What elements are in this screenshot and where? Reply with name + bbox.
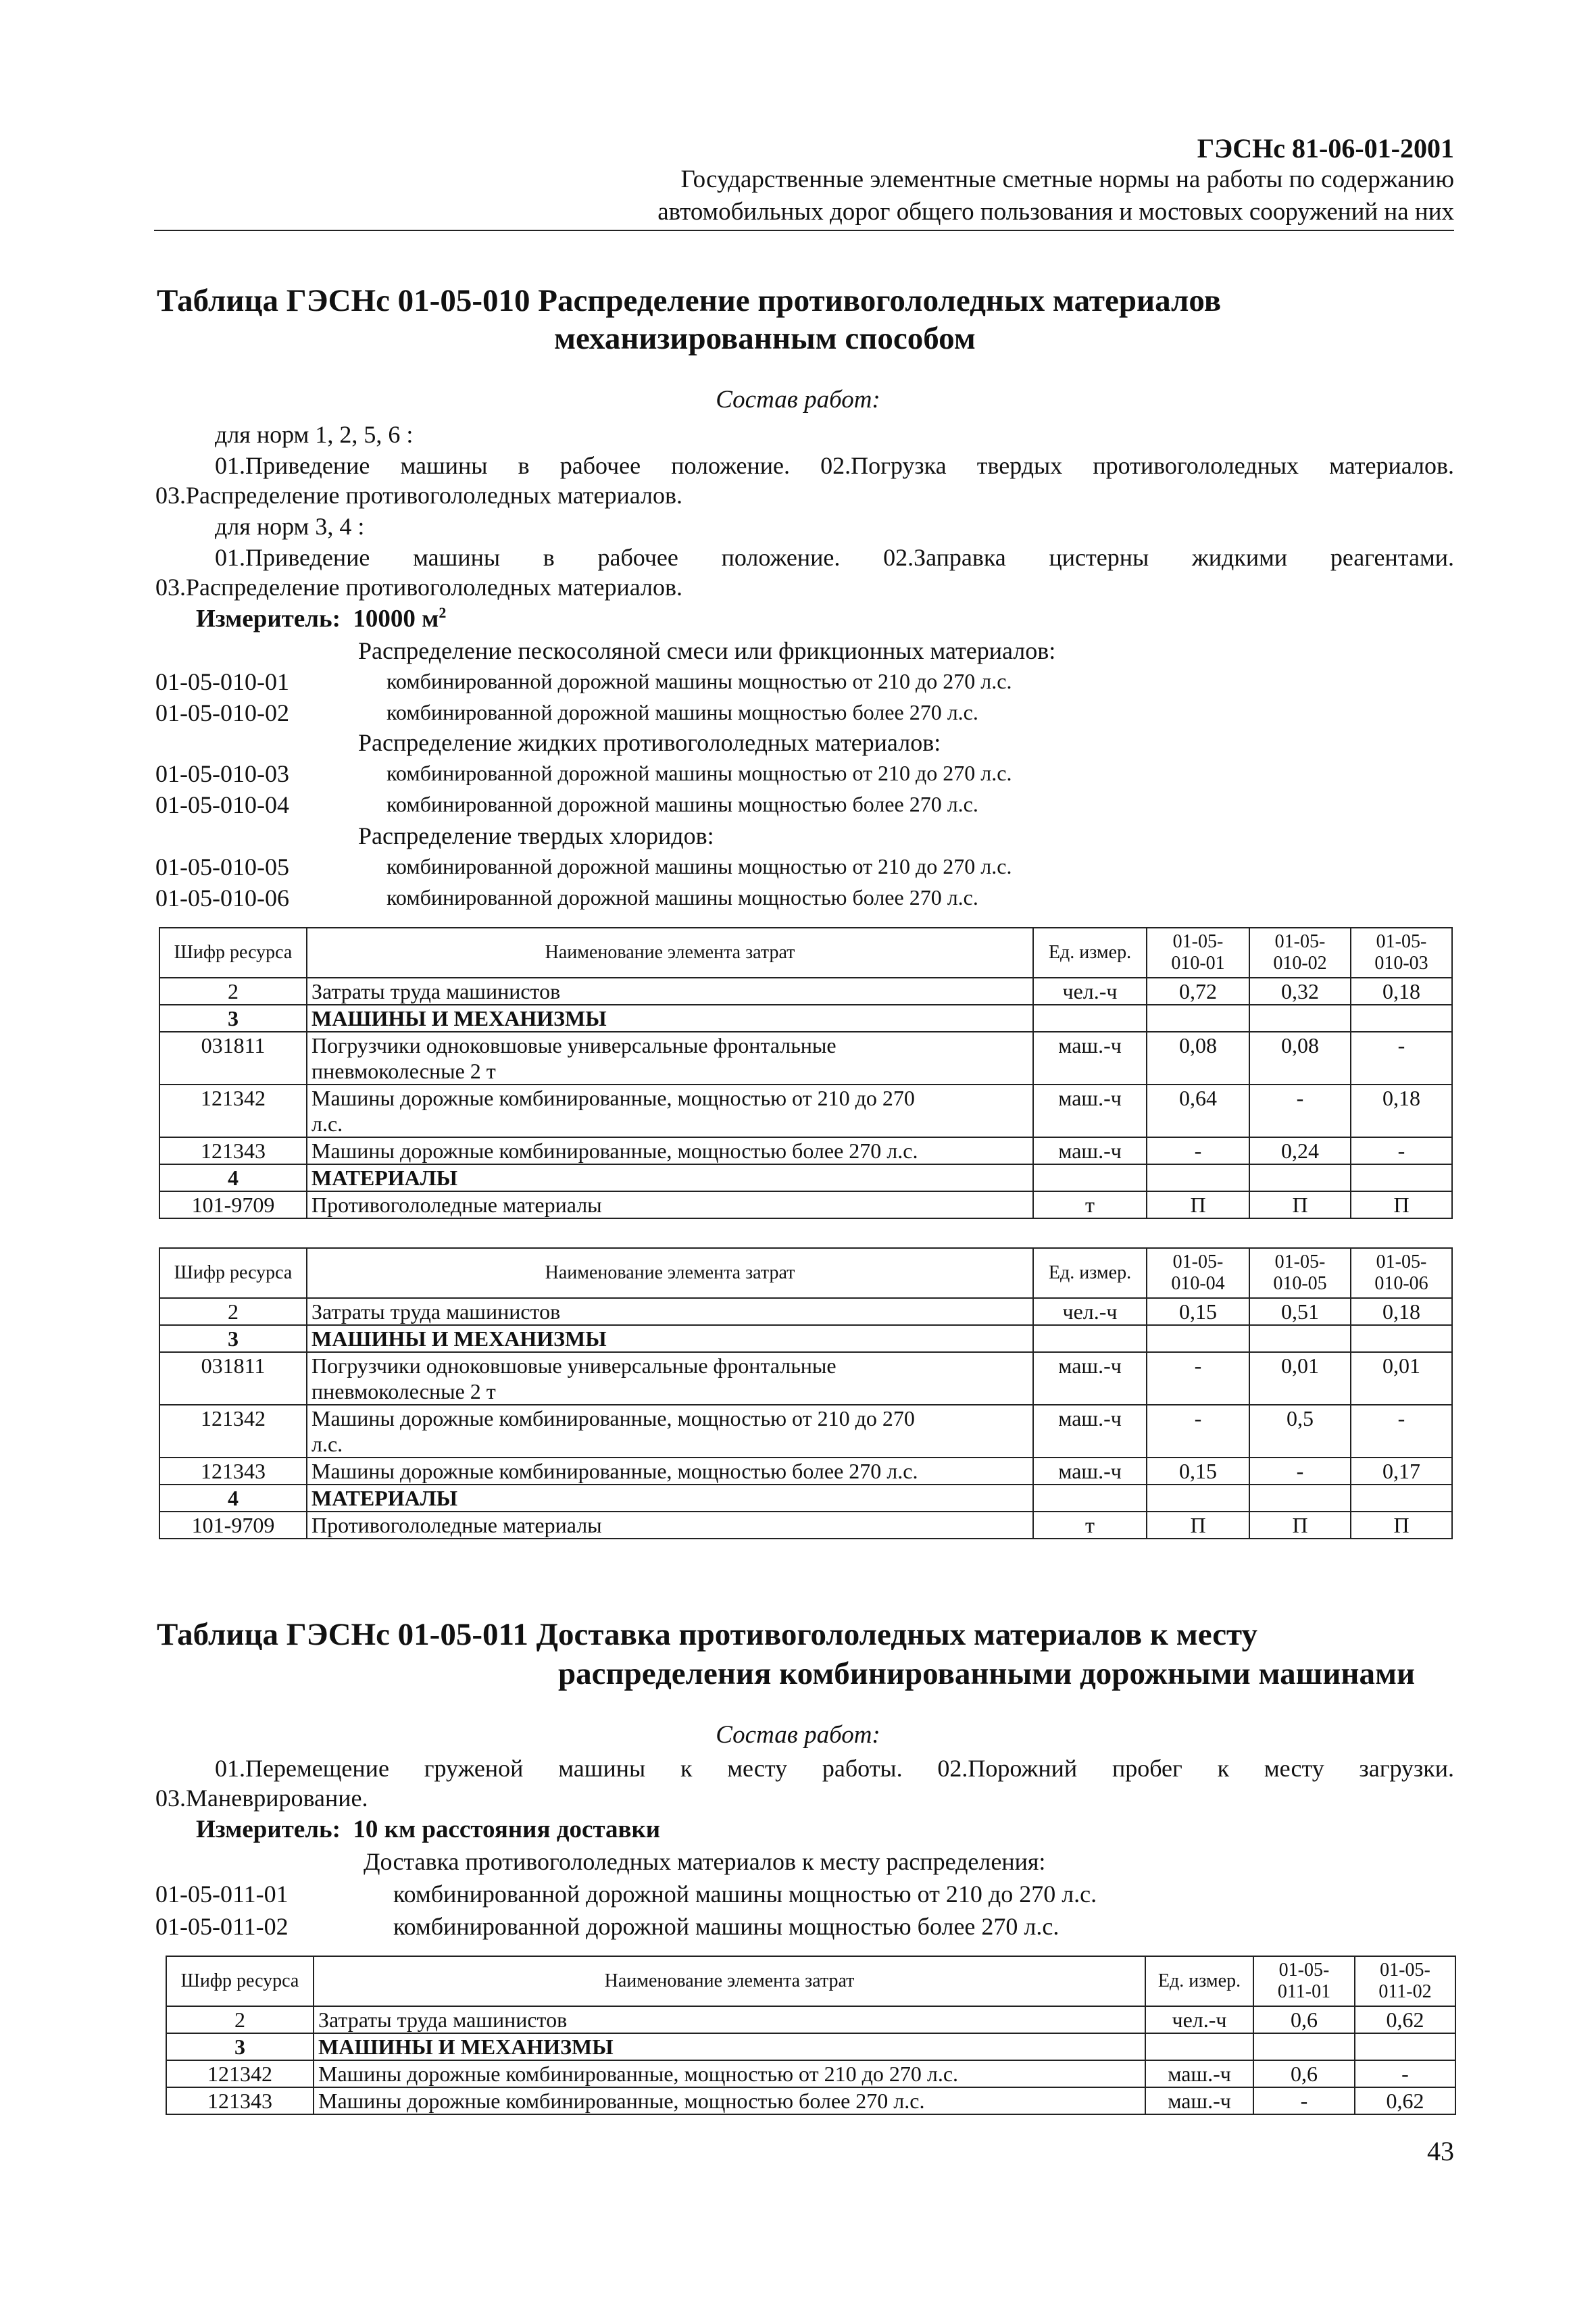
page-number: 43 bbox=[1427, 2136, 1454, 2166]
table-row: 121343 Машины дорожные комбинированные, мощностью более 270 л.с. маш.-ч - 0,24 - bbox=[159, 1137, 1452, 1164]
header-norm-col: 01-05- 011-02 bbox=[1355, 1956, 1455, 2006]
meter-label: Измеритель: bbox=[196, 1816, 341, 1843]
table1-work-b-line1: 01.Приведение машины в рабочее положение. 02.Заправка цистерны жидкими реагентами. bbox=[215, 544, 1454, 571]
header-norm-col: 01-05- 010-02 bbox=[1249, 928, 1351, 978]
table-row: 2 Затраты труда машинистов чел.-ч 0,15 0,51 0,18 bbox=[159, 1298, 1452, 1325]
document-code: ГЭСНс 81-06-01-2001 bbox=[1197, 133, 1454, 164]
table-row: 121342 Машины дорожные комбинированные, мощностью от 210 до 270 л.с. маш.-ч 0,6 - bbox=[166, 2060, 1455, 2087]
table2-meter bbox=[196, 1815, 660, 1844]
norm-desc: комбинированной дорожной машины мощностью от 210 до 270 л.с. bbox=[386, 761, 1012, 785]
norm-code: 01-05-011-02 bbox=[155, 1913, 289, 1940]
norm-code: 01-05-010-01 bbox=[155, 668, 289, 695]
table-row: 2 Затраты труда машинистов чел.-ч 0,72 0,32 0,18 bbox=[159, 978, 1452, 1005]
header-norm-col: 01-05- 010-06 bbox=[1351, 1248, 1452, 1298]
norm-desc: комбинированной дорожной машины мощностью от 210 до 270 л.с. bbox=[393, 1881, 1097, 1908]
table1-work-b-line2: 03.Распределение противогололедных материалов. bbox=[155, 574, 682, 601]
resource-table-2 bbox=[159, 1247, 1453, 1539]
table-row: 2 Затраты труда машинистов чел.-ч 0,6 0,62 bbox=[166, 2006, 1455, 2033]
table-section-row: 3 МАШИНЫ И МЕХАНИЗМЫ bbox=[166, 2033, 1455, 2060]
norm-code: 01-05-010-04 bbox=[155, 791, 289, 818]
header-cipher: Шифр ресурса bbox=[159, 1248, 307, 1298]
norm-code: 01-05-011-01 bbox=[155, 1881, 289, 1908]
header-norm-col: 01-05- 010-01 bbox=[1147, 928, 1249, 978]
table-section-row: 4 МАТЕРИАЛЫ bbox=[159, 1164, 1452, 1191]
norm-desc: комбинированной дорожной машины мощностью более 270 л.с. bbox=[386, 792, 978, 816]
table2-work-label: Состав работ: bbox=[716, 1721, 880, 1749]
table2-work-line1: 01.Перемещение груженой машины к месту работы. 02.Порожний пробег к месту загрузки. bbox=[215, 1755, 1454, 1782]
table-row: 121343 Машины дорожные комбинированные, мощностью более 270 л.с. маш.-ч 0,15 - 0,17 bbox=[159, 1458, 1452, 1485]
norm-desc: комбинированной дорожной машины мощностью более 270 л.с. bbox=[386, 700, 978, 724]
table-section-row: 4 МАТЕРИАЛЫ bbox=[159, 1485, 1452, 1512]
table-section-row: 3 МАШИНЫ И МЕХАНИЗМЫ bbox=[159, 1005, 1452, 1032]
table1-meter bbox=[196, 604, 446, 633]
header-unit: Ед. измер. bbox=[1145, 1956, 1253, 2006]
header-norm-col: 01-05- 010-03 bbox=[1351, 928, 1452, 978]
norm-code: 01-05-010-02 bbox=[155, 699, 289, 726]
norm-desc: комбинированной дорожной машины мощностью более 270 л.с. bbox=[386, 885, 978, 910]
norm-code: 01-05-010-03 bbox=[155, 760, 289, 787]
table1-work-label: Состав работ: bbox=[716, 386, 880, 414]
table1-title-line2: механизированным способом bbox=[554, 321, 976, 356]
header-unit: Ед. измер. bbox=[1033, 928, 1147, 978]
table-row: 031811 Погрузчики одноковшовые универсальные фронтальные пневмоколесные 2 т маш.-ч - 0,01 0,01 bbox=[159, 1352, 1452, 1405]
table-row: 121342 Машины дорожные комбинированные, мощностью от 210 до 270 л.с. маш.-ч 0,64 - 0,18 bbox=[159, 1085, 1452, 1137]
table-row: 121343 Машины дорожные комбинированные, мощностью более 270 л.с. маш.-ч - 0,62 bbox=[166, 2087, 1455, 2114]
header-name: Наименование элемента затрат bbox=[307, 1248, 1033, 1298]
table1-title-line1: Таблица ГЭСНс 01-05-010 Распределение противогололедных материалов bbox=[157, 283, 1222, 318]
table-section-row: 3 МАШИНЫ И МЕХАНИЗМЫ bbox=[159, 1325, 1452, 1352]
table-header-row bbox=[159, 928, 1452, 978]
table-row: 101-9709 Противогололедные материалы т П П П bbox=[159, 1512, 1452, 1539]
resource-table-1 bbox=[159, 927, 1453, 1219]
norm-code: 01-05-010-05 bbox=[155, 853, 289, 880]
resource-table-3 bbox=[166, 1956, 1456, 2115]
table2-title-line1: Таблица ГЭСНс 01-05-011 Доставка противогололедных материалов к месту bbox=[157, 1617, 1258, 1652]
header-unit: Ед. измер. bbox=[1033, 1248, 1147, 1298]
header-line-1: Государственные элементные сметные нормы на работы по содержанию bbox=[680, 166, 1454, 193]
header-divider bbox=[154, 230, 1454, 231]
meter-label: Измеритель: bbox=[196, 605, 341, 633]
header-line-2: автомобильных дорог общего пользования и мостовых сооружений на них bbox=[657, 198, 1454, 226]
group-delivery: Доставка противогололедных материалов к месту распределения: bbox=[364, 1848, 1046, 1875]
table1-work-a-line2: 03.Распределение противогололедных материалов. bbox=[155, 482, 682, 509]
meter-sup: 2 bbox=[439, 604, 447, 621]
norm-desc: комбинированной дорожной машины мощностью от 210 до 270 л.с. bbox=[386, 669, 1012, 693]
table1-norms-a: для норм 1, 2, 5, 6 : bbox=[215, 421, 414, 448]
table-row: 121342 Машины дорожные комбинированные, мощностью от 210 до 270 л.с. маш.-ч - 0,5 - bbox=[159, 1405, 1452, 1458]
group-liquid: Распределение жидких противогололедных материалов: bbox=[358, 729, 941, 756]
table1-work-a-line1: 01.Приведение машины в рабочее положение. 02.Погрузка твердых противогололедных материалов. bbox=[215, 452, 1454, 479]
meter-value: 10000 м bbox=[353, 605, 439, 633]
table-row: 101-9709 Противогололедные материалы т П П П bbox=[159, 1191, 1452, 1218]
table-row: 031811 Погрузчики одноковшовые универсальные фронтальные пневмоколесные 2 т маш.-ч 0,08 0,08 - bbox=[159, 1032, 1452, 1085]
group-sand-salt: Распределение пескосоляной смеси или фрикционных материалов: bbox=[358, 637, 1056, 664]
header-cipher: Шифр ресурса bbox=[166, 1956, 314, 2006]
header-name: Наименование элемента затрат bbox=[307, 928, 1033, 978]
table2-title-line2: распределения комбинированными дорожными машинами bbox=[558, 1656, 1416, 1691]
header-norm-col: 01-05- 010-05 bbox=[1249, 1248, 1351, 1298]
header-norm-col: 01-05- 010-04 bbox=[1147, 1248, 1249, 1298]
header-norm-col: 01-05- 011-01 bbox=[1253, 1956, 1355, 2006]
header-cipher: Шифр ресурса bbox=[159, 928, 307, 978]
norm-code: 01-05-010-06 bbox=[155, 885, 289, 912]
table2-work-line2: 03.Маневрирование. bbox=[155, 1785, 368, 1812]
table1-norms-b: для норм 3, 4 : bbox=[215, 513, 365, 540]
norm-desc: комбинированной дорожной машины мощностью более 270 л.с. bbox=[393, 1913, 1059, 1940]
group-chlorides: Распределение твердых хлоридов: bbox=[358, 822, 714, 849]
norm-desc: комбинированной дорожной машины мощностью от 210 до 270 л.с. bbox=[386, 854, 1012, 878]
table-header-row bbox=[159, 1248, 1452, 1298]
table-header-row bbox=[166, 1956, 1455, 2006]
meter-value: 10 км расстояния доставки bbox=[353, 1816, 661, 1843]
header-name: Наименование элемента затрат bbox=[314, 1956, 1145, 2006]
